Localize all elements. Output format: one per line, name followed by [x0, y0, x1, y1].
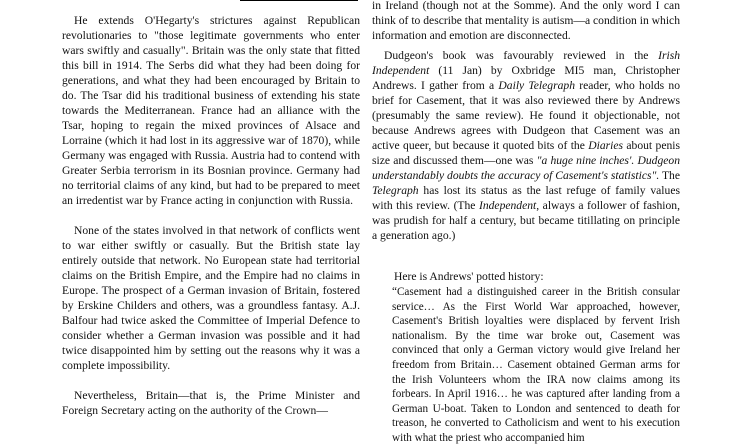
text-run: has lost its status as the last refuge of family values with this review. (The [372, 184, 680, 212]
text-run: about penis size and discussed them—one was [372, 139, 680, 167]
paragraph-nevertheless: Nevertheless, Britain—that is, the Prime Minister and Foreign Secretary acting on the authority of the Crown— [62, 389, 360, 417]
text-run: reader, who holds no brief for Casement, that it was also reviewed there by Andrews (presumably the same review). He found it objectionable, not because Andrews agrees with Dudgeon that Casement was an active queer, but because it quoted bits of the [372, 79, 681, 152]
italic-run: "a huge nine inches'. Dudgeon understandably doubts the accuracy of Casement's statistics". [372, 154, 680, 182]
right-column [372, 0, 680, 446]
top-rule [240, 0, 358, 1]
text-run: Dudgeon's book was favourably reviewed in the [384, 49, 659, 62]
italic-run: Diaries [588, 139, 624, 152]
andrews-quote: “Casement had a distinguished career in the British consular service… As the First World War approached, however, Casement's British loyalties were displaced by fervent Irish nationalism. By the time war broke out, Casement was convinced that only a German victory would give Ireland her freedom from Britain… Casement obtained German arms for the Irish Volunteers whom the IRA now claims among its forbears. In April 1916… he was captured after landing from a German U-boat. Taken to London and sentenced to death for treason, he converted to Catholicism and went to his execution with what the priest who accompanied him [392, 286, 680, 444]
italic-run: Irish Independent [372, 49, 680, 77]
italic-run: Telegraph [372, 184, 419, 197]
italic-run: Independent [478, 199, 537, 212]
paragraph-network: None of the states involved in that network of conflicts went to war either swiftly or casually. But the British state lay entirely outside that network. No European state had territorial claims on the British Empire, and the Empire had no claims in Europe. The prospect of a German invasion of Britain, fostered by Erskine Childers and others, was a groundless fantasy. A.J. Balfour had twice asked the Committee of Imperial Defence to consider whether a German invasion was possible and it had twice disappointed him by setting out the reasons why it was a complete impossibility. [62, 224, 360, 372]
text-run: , always a follower of fashion, was prudish for half a century, but became titillating on principle a generation ago.) [372, 199, 681, 242]
italic-run: Daily Telegraph [498, 79, 576, 92]
text-run: (11 Jan) by Oxbridge MI5 man, Christopher Andrews. I gather from a [372, 64, 680, 92]
quote-intro: Here is Andrews' potted history: [394, 270, 544, 283]
paragraph-intro: He extends O'Hegarty's strictures against Republican revolutionaries to "those legitimate governments who enter wars swiftly and casually". Britain was the only state that fitted this bill in 1914. The Serbs did what they had been doing for generations, and what they had been encouraged by Britain to do. The Tsar did his traditional business of extending his state towards the Mediterranean. France had an alliance with the Tsar, hoping to regain the mixed provinces of Alsace and Lorraine (which it had lost in its aggressive war of 1870), while Germany was engaged with Russia. Austria had to contend with Greater Serbia terrorism in its Bosnian province. Germany had no territorial claims of any kind, but had to be prepared to meet an irredentist war by France acting in conjunction with Russia. [62, 14, 360, 207]
paragraph-autism-fragment: in Ireland (though not at the Somme). And the only word I can think of to describe that mentality is autism—a condition in which information and emotion are disconnected. [372, 0, 680, 42]
text-run: The [659, 169, 680, 182]
paragraph-review [372, 48, 680, 243]
left-column [62, 0, 360, 418]
